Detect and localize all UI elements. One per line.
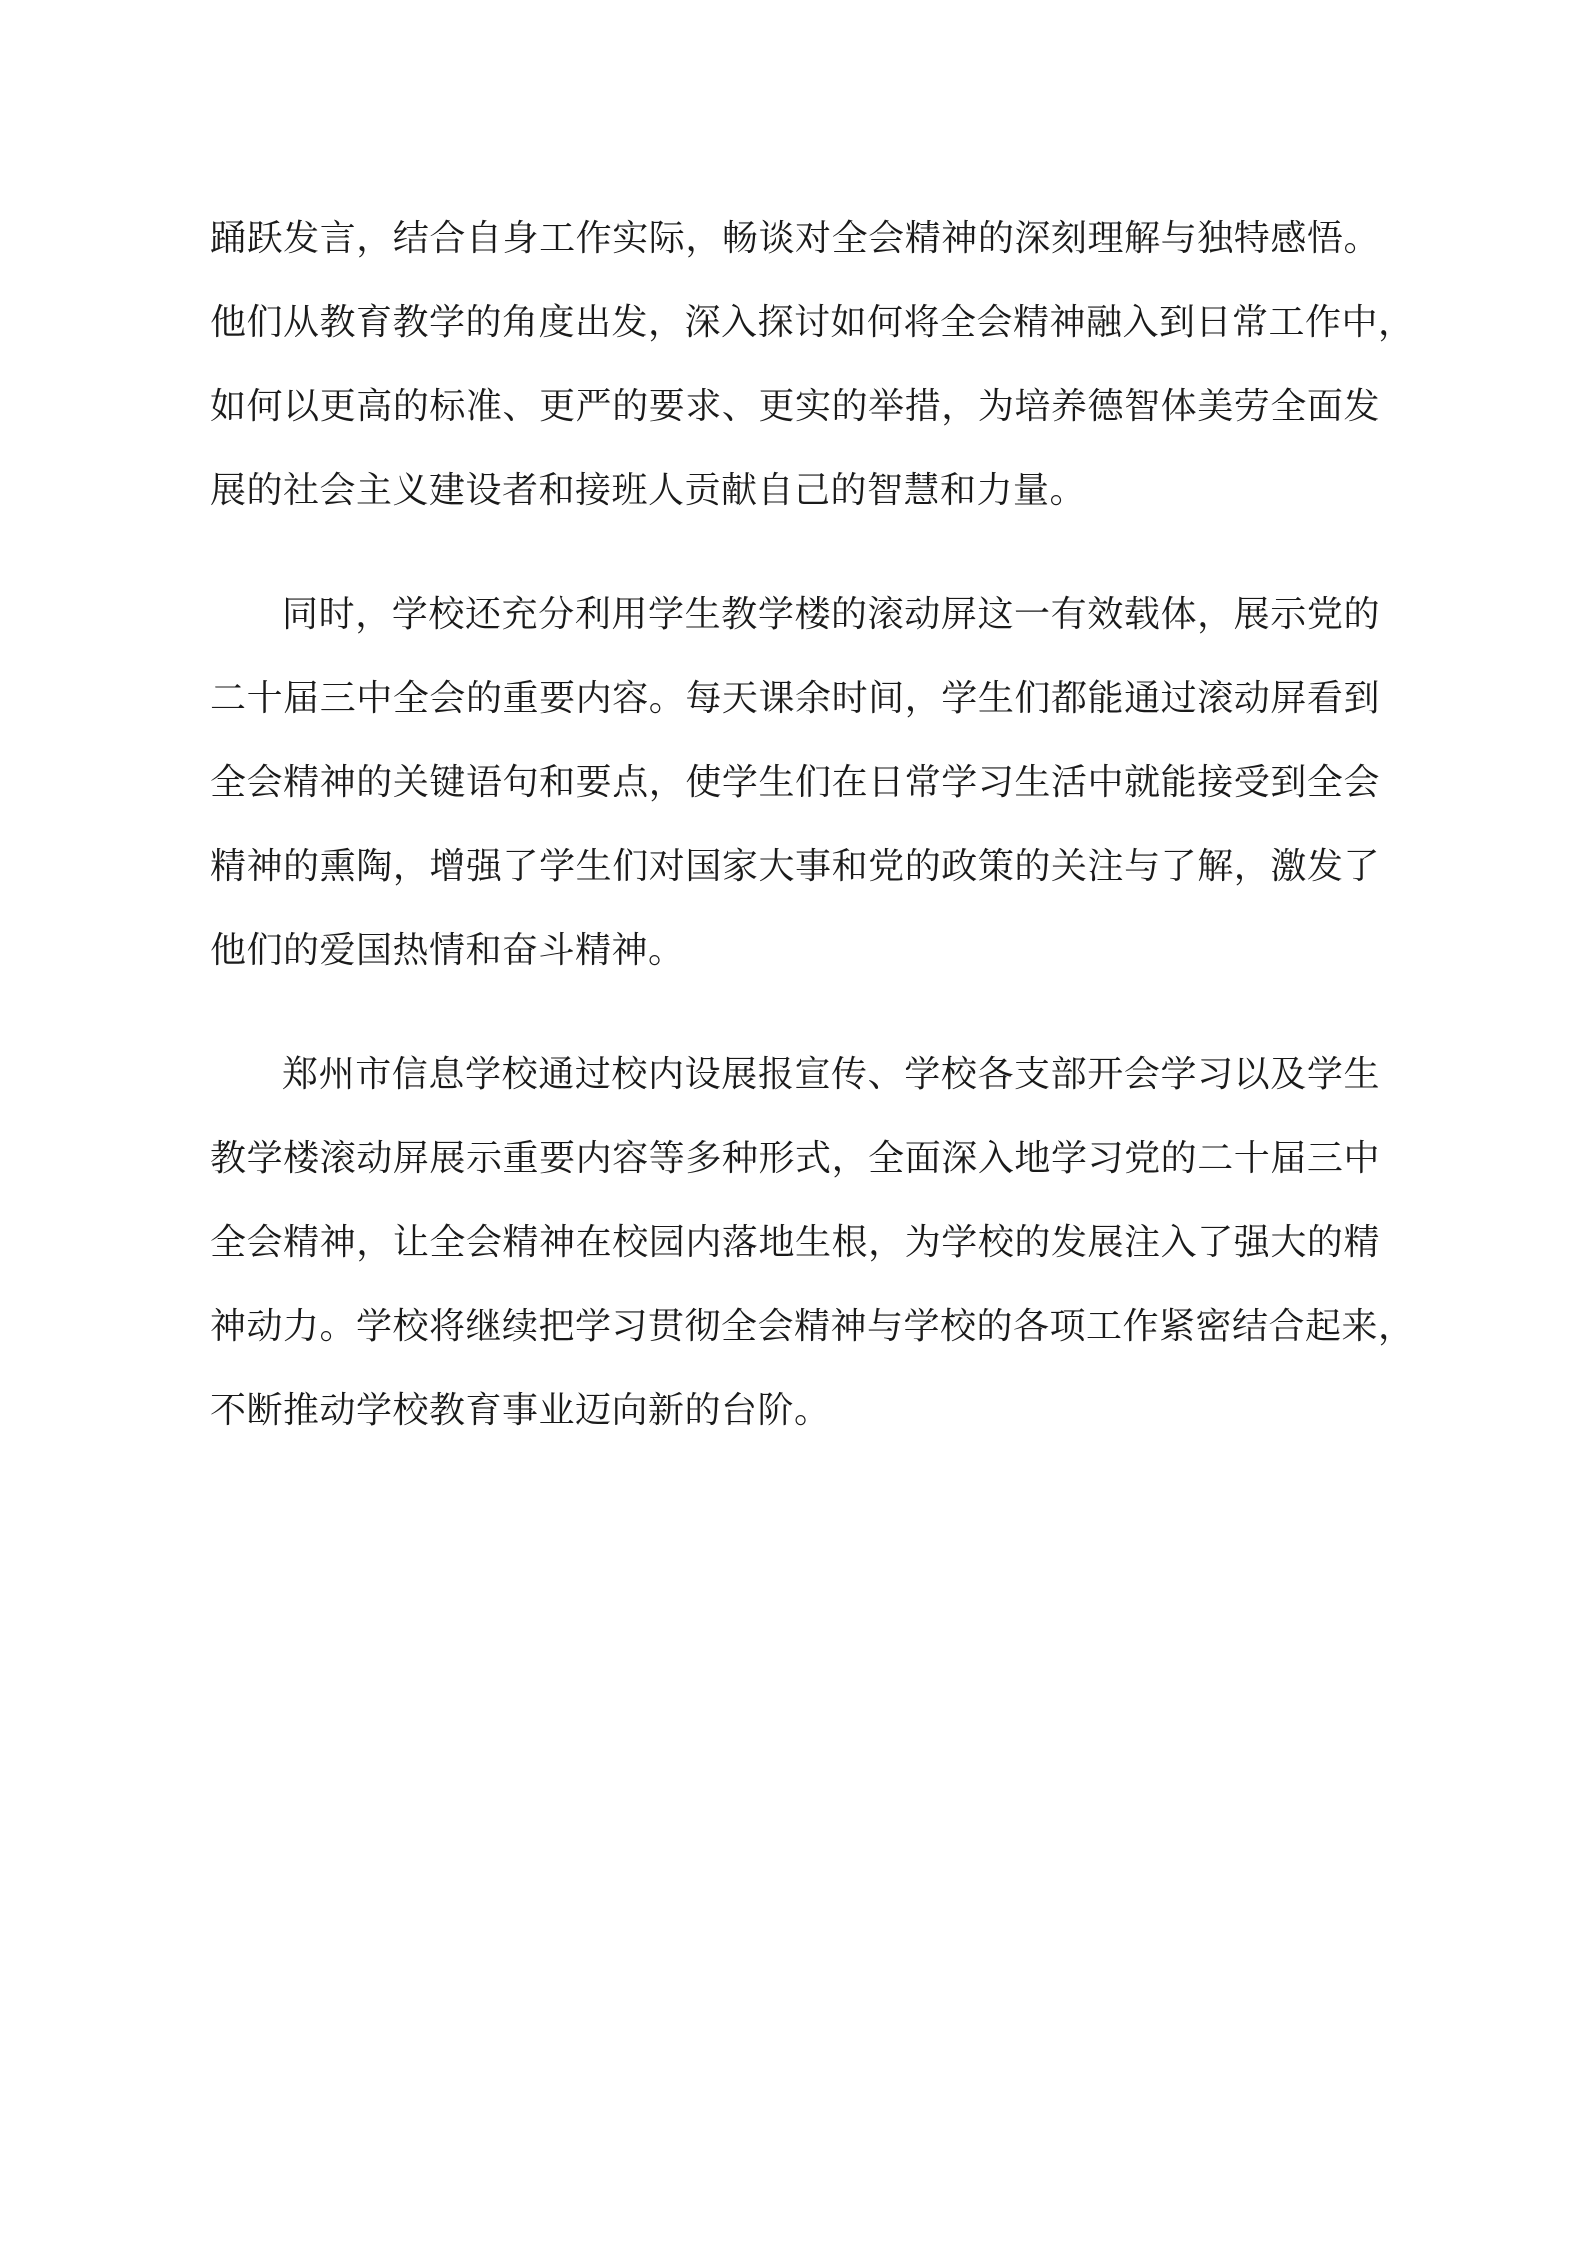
paragraph-line: 他们从教育教学的角度出发，深入探讨如何将全会精神融入到日常工作中， — [210, 302, 1415, 343]
paragraph-line: 教学楼滚动屏展示重要内容等多种形式，全面深入地学习党的二十届三中 — [210, 1138, 1380, 1179]
document-body — [210, 197, 1415, 1493]
paragraph-line: 全会精神，让全会精神在校园内落地生根，为学校的发展注入了强大的精 — [210, 1222, 1380, 1263]
paragraph-line: 展的社会主义建设者和接班人贡献自己的智慧和力量。 — [210, 470, 1087, 511]
paragraph-line: 如何以更高的标准、更严的要求、更实的举措，为培养德智体美劳全面发 — [210, 386, 1380, 427]
paragraph-1 — [210, 197, 1415, 533]
paragraph-3 — [210, 1033, 1415, 1453]
paragraph-line: 精神的熏陶，增强了学生们对国家大事和党的政策的关注与了解，激发了 — [210, 846, 1380, 887]
paragraph-line: 神动力。学校将继续把学习贯彻全会精神与学校的各项工作紧密结合起来， — [210, 1306, 1415, 1347]
paragraph-line: 郑州市信息学校通过校内设展报宣传、学校各支部开会学习以及学生 — [282, 1054, 1380, 1095]
paragraph-line: 二十届三中全会的重要内容。每天课余时间，学生们都能通过滚动屏看到 — [210, 678, 1380, 719]
paragraph-line: 踊跃发言，结合自身工作实际，畅谈对全会精神的深刻理解与独特感悟。 — [210, 218, 1380, 259]
paragraph-line: 不断推动学校教育事业迈向新的台阶。 — [210, 1390, 831, 1431]
paragraph-line: 他们的爱国热情和奋斗精神。 — [210, 930, 685, 971]
paragraph-2 — [210, 573, 1380, 993]
paragraph-line: 同时，学校还充分利用学生教学楼的滚动屏这一有效载体，展示党的 — [282, 594, 1380, 635]
paragraph-line: 全会精神的关键语句和要点，使学生们在日常学习生活中就能接受到全会 — [210, 762, 1380, 803]
